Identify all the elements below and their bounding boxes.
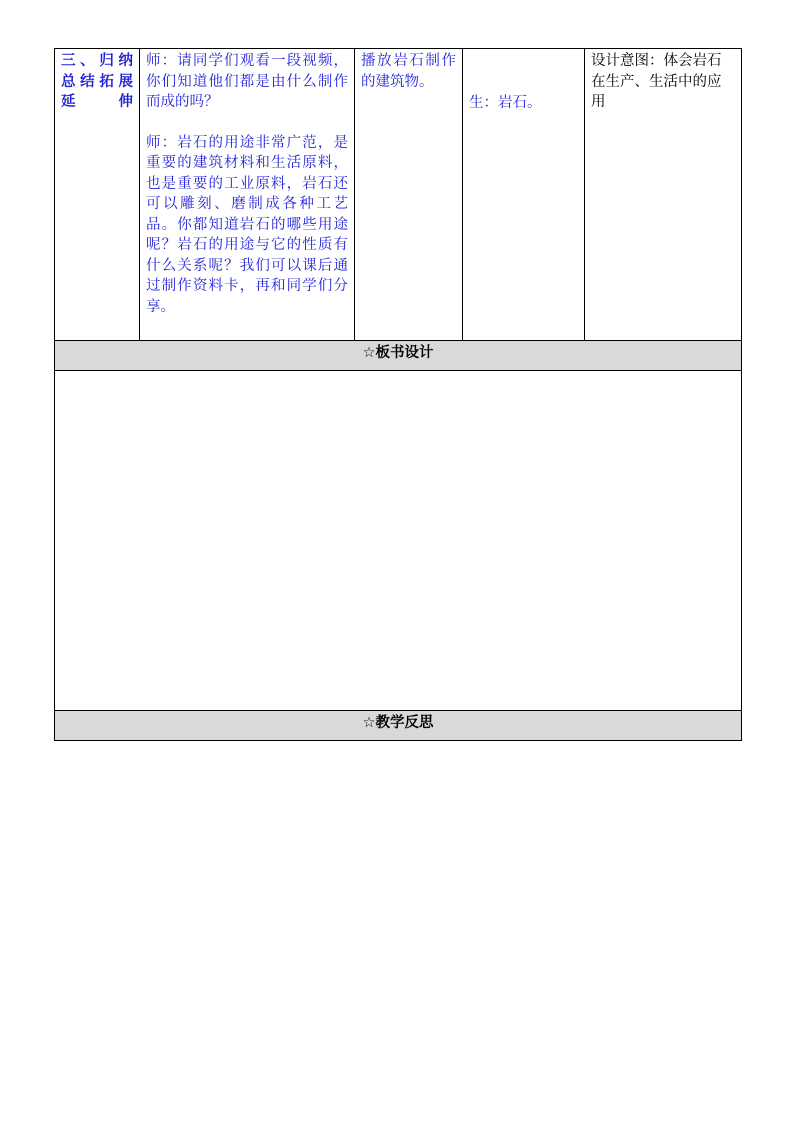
stage-cell: 三、归纳总结拓展延伸 bbox=[55, 49, 140, 341]
teacher-paragraph-1: 师：请同学们观看一段视频，你们知道他们都是由什么制作而成的吗？ bbox=[146, 53, 348, 110]
board-design-header-row bbox=[55, 341, 742, 371]
teacher-activity-cell bbox=[140, 49, 355, 341]
lesson-step-row bbox=[55, 49, 742, 341]
reflection-header: ☆教学反思 bbox=[55, 711, 742, 741]
student-activity-cell: 生：岩石。 bbox=[463, 49, 585, 341]
media-text: 播放岩石制作的建筑物。 bbox=[361, 53, 456, 90]
board-design-header: ☆板书设计 bbox=[55, 341, 742, 371]
teacher-paragraph-2: 师：岩石的用途非常广范，是重要的建筑材料和生活原料，也是重要的工业原料，岩石还可以雕刻、磨制成各种工艺品。你都知道岩石的哪些用途呢？岩石的用途与它的性质有什么关系呢？我们可以课后通过制作资料卡，再和同学们分享。 bbox=[146, 134, 348, 315]
lesson-plan-table bbox=[54, 48, 742, 741]
reflection-header-row bbox=[55, 711, 742, 741]
board-design-area bbox=[55, 371, 742, 711]
design-intent-cell: 设计意图：体会岩石在生产、生活中的应用 bbox=[585, 49, 742, 341]
media-cell bbox=[355, 49, 463, 341]
board-design-area-row bbox=[55, 371, 742, 711]
lesson-plan-page bbox=[54, 48, 741, 741]
